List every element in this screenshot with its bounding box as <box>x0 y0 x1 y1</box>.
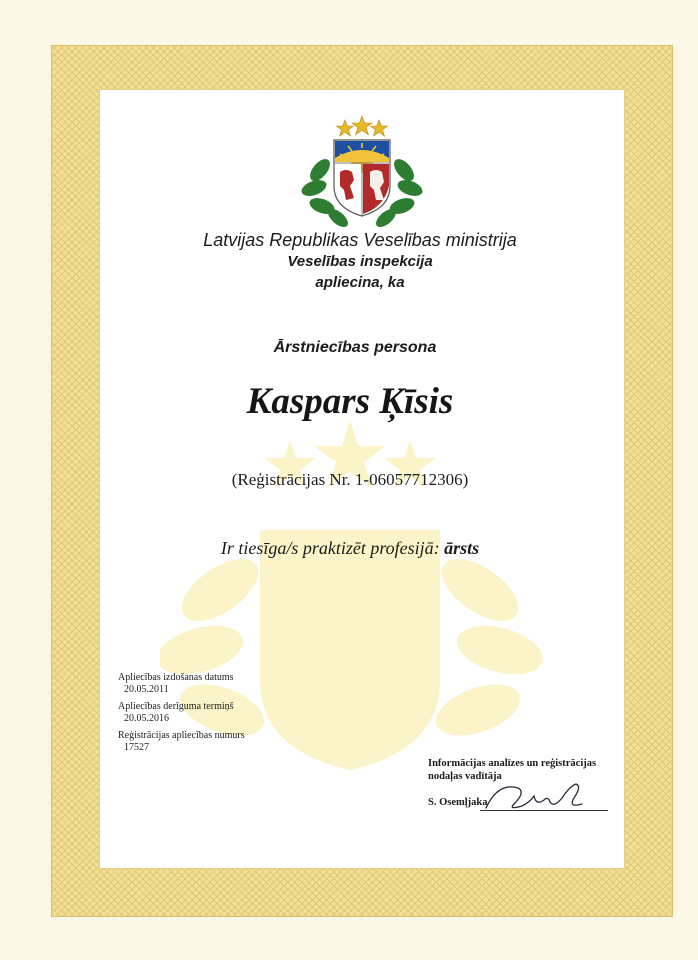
certificate-details <box>118 672 245 759</box>
registration-number: (Reģistrācijas Nr. 1-06057712306) <box>231 470 469 489</box>
official-name: S. Osemļjaka <box>428 797 488 808</box>
person-type: Ārstniecības persona <box>273 339 437 356</box>
inspection-name: Veselības inspekcija <box>287 253 433 270</box>
validity-value: 20.05.2016 <box>124 713 169 724</box>
practice-right-label: Ir tiesīga/s praktizēt profesijā: <box>220 538 445 558</box>
issue-date-label: Apliecības izdošanas datums <box>118 672 234 683</box>
ministry-name: Latvijas Republikas Veselības ministrija <box>203 230 517 250</box>
cert-number-label: Reģistrācijas apliecības numurs <box>118 730 245 741</box>
cert-number-value: 17527 <box>124 742 149 753</box>
issue-date-value: 20.05.2011 <box>124 684 169 695</box>
profession: ārsts <box>444 538 480 558</box>
practice-right <box>110 538 590 559</box>
coat-of-arms-icon <box>300 112 424 230</box>
signature-icon <box>478 778 588 814</box>
validity-label: Apliecības derīguma termiņš <box>118 701 234 712</box>
person-name: Kaspars Ķīsis <box>246 381 454 422</box>
official-title: Informācijas analīzes un reģistrācijas nodaļas vadītāja <box>428 758 597 782</box>
certifies-text: apliecina, ka <box>315 274 405 291</box>
